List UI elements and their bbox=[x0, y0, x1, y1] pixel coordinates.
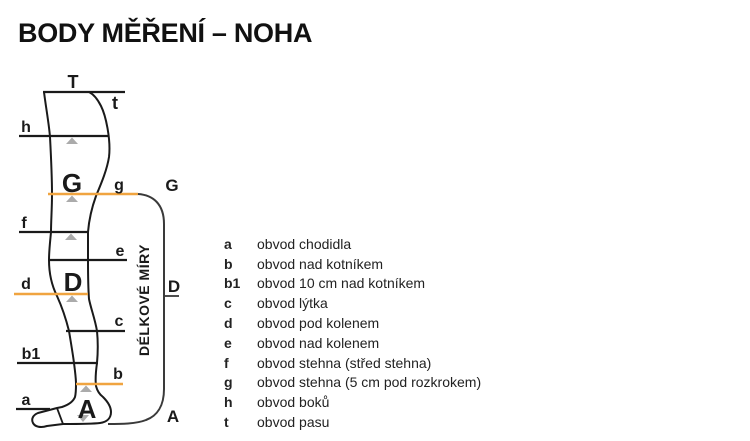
legend-row bbox=[224, 373, 481, 393]
label-b1: b1 bbox=[21, 346, 41, 363]
legend-label: obvod stehna (střed stehna) bbox=[257, 354, 432, 371]
legend-label: obvod boků bbox=[257, 394, 330, 411]
legend-row bbox=[224, 313, 481, 333]
legend-label: obvod lýtka bbox=[257, 295, 328, 312]
label-T: T bbox=[67, 72, 79, 92]
label-A-big: A bbox=[77, 394, 97, 424]
label-t: t bbox=[112, 93, 118, 113]
legend-label: obvod 10 cm nad kotníkem bbox=[257, 275, 426, 292]
legend-label: obvod nad kotníkem bbox=[257, 255, 384, 272]
legend-key: a bbox=[224, 235, 232, 252]
legend-row bbox=[224, 234, 481, 254]
legend-key: t bbox=[224, 414, 229, 431]
legend-key: b bbox=[224, 255, 233, 272]
legend-row bbox=[224, 392, 481, 412]
legend-row bbox=[224, 412, 481, 432]
toe-cap-separator bbox=[57, 408, 63, 424]
legend-key: f bbox=[224, 354, 229, 371]
leg-measurement-diagram bbox=[0, 0, 200, 441]
page-title: BODY MĚŘENÍ – NOHA bbox=[18, 18, 313, 48]
legend-label: obvod stehna (5 cm pod rozkrokem) bbox=[257, 374, 482, 391]
label-a: a bbox=[21, 392, 31, 409]
label-c: c bbox=[114, 313, 124, 330]
label-h: h bbox=[21, 119, 31, 136]
marker-up-icon bbox=[65, 234, 77, 241]
legend-row bbox=[224, 293, 481, 313]
marker-up-icon bbox=[80, 386, 92, 393]
label-D-bracket: D bbox=[167, 277, 181, 296]
length-measures-caption: DÉLKOVÉ MÍRY bbox=[136, 243, 152, 357]
legend-row bbox=[224, 274, 481, 294]
legend-key: h bbox=[224, 394, 233, 411]
marker-up-icon bbox=[66, 138, 78, 145]
legend-key: c bbox=[224, 295, 232, 312]
legend-label: obvod chodidla bbox=[257, 235, 352, 252]
label-g: g bbox=[114, 177, 124, 194]
legend-key: e bbox=[224, 334, 232, 351]
label-e: e bbox=[115, 243, 125, 260]
legend-row bbox=[224, 353, 481, 373]
label-A-bracket: A bbox=[166, 407, 180, 426]
legend-row bbox=[224, 333, 481, 353]
legend-label: obvod pod kolenem bbox=[257, 315, 380, 332]
legend-key: d bbox=[224, 315, 233, 332]
label-f: f bbox=[21, 215, 27, 232]
label-D-big: D bbox=[63, 267, 83, 297]
label-b: b bbox=[113, 366, 123, 383]
label-G-bracket: G bbox=[165, 176, 179, 195]
legend-key: b1 bbox=[224, 275, 241, 292]
legend bbox=[224, 234, 481, 432]
legend-label: obvod nad kolenem bbox=[257, 334, 380, 351]
legend-key: g bbox=[224, 374, 233, 391]
legend-label: obvod pasu bbox=[257, 414, 330, 431]
label-G-big: G bbox=[61, 168, 83, 198]
legend-row bbox=[224, 254, 481, 274]
label-d: d bbox=[21, 276, 31, 293]
